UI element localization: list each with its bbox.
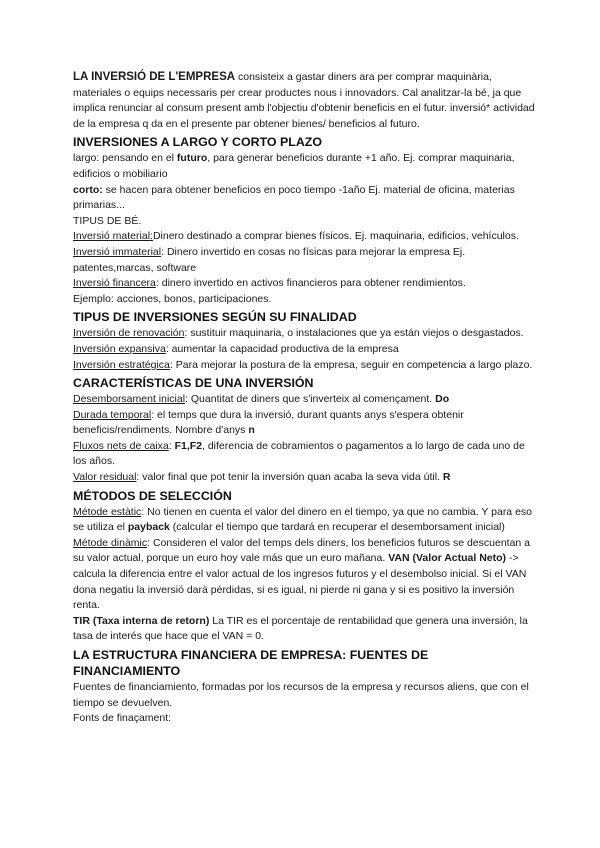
durada-symbol: n xyxy=(248,424,255,437)
paragraph-material xyxy=(73,229,535,245)
paragraph-dinamic xyxy=(73,536,535,614)
paragraph-tir xyxy=(73,614,535,645)
expansiva-term: Inversión expansiva xyxy=(73,342,166,355)
residual-text: : valor final que pot tenir la inversión quan acaba la seva vida útil. xyxy=(136,471,443,484)
tir-text: La TIR es el porcentaje de rentabilidad que genera una inversión, la tasa de interés que hace que el VAN = 0. xyxy=(73,614,528,643)
renovacion-text: : sustituir maquinaria, o instalaciones que ya están viejos o desgastados. xyxy=(184,327,524,340)
expansiva-text: : aumentar la capacidad productiva de la empresa xyxy=(165,342,399,355)
paragraph-expansiva xyxy=(73,342,535,358)
inmaterial-term: Inversió immaterial xyxy=(73,245,162,258)
durada-term: Durada temporal xyxy=(73,408,152,421)
fluxos-sep: : xyxy=(168,439,175,452)
paragraph-corto xyxy=(73,183,535,214)
fluxos-term: Fluxos nets de caixa xyxy=(73,439,169,452)
document-page xyxy=(73,70,535,727)
durada-text: : el temps que dura la inversió, durant quants anys s'espera obtenir beneficis/rendiments. Nombre d'anys xyxy=(73,408,464,437)
heading-estructura-financiera: LA ESTRUCTURA FINANCIERA DE EMPRESA: FUENTES DE FINANCIAMIENTO xyxy=(73,648,429,678)
financera-text: : dinero invertido en activos financieros para obtener rendimientos. xyxy=(155,277,466,290)
heading-caracteristicas: CARACTERÍSTICAS DE UNA INVERSIÓN xyxy=(73,376,314,391)
paragraph-estatic xyxy=(73,505,535,536)
intro-title: LA INVERSIÓ DE L'EMPRESA xyxy=(73,71,236,83)
paragraph-ejemplo: Ejemplo: acciones, bonos, participaciones. xyxy=(73,292,272,305)
heading-metodos: MÉTODOS DE SELECCIÓN xyxy=(73,488,232,503)
paragraph-renovacion xyxy=(73,326,535,342)
futuro-bold: futuro xyxy=(176,152,208,165)
residual-symbol: R xyxy=(442,471,451,484)
paragraph-desemborsament xyxy=(73,392,535,408)
fluxos-symbol: F1,F2 xyxy=(174,439,202,452)
paragraph-residual xyxy=(73,470,535,486)
paragraph-fonts: Fonts de finaçament: xyxy=(73,712,172,725)
material-term: Inversió material: xyxy=(73,230,153,243)
desemborsament-term: Desemborsament inicial xyxy=(73,393,186,406)
material-text: Dinero destinado a comprar bienes físicos. Ej. maquinaria, edificios, vehículos. xyxy=(152,230,519,243)
fluxos-text: , diferencia de cobramientos o pagamentos a lo largo de cada uno de los años. xyxy=(73,439,525,468)
largo-text: largo: pensando en el xyxy=(73,152,177,165)
paragraph-largo xyxy=(73,151,535,182)
paragraph-estrategica xyxy=(73,358,535,374)
tir-bold: TIR (Taxa interna de retorn) xyxy=(73,614,210,627)
estatic-text: : No tienen en cuenta el valor del dinero en el tiempo, ya que no cambia. Y para eso se utiliza el xyxy=(73,505,532,534)
paragraph-fuentes: Fuentes de financiamiento, formadas por los recursos de la empresa y recursos aliens, que con el tiempo se devuelven. xyxy=(73,681,529,709)
heading-largo-corto: INVERSIONES A LARGO Y CORTO PLAZO xyxy=(73,135,322,150)
intro-text: consisteix a gastar diners ara per comprar maquinària, materiales o equips necessaris per crear productes nous i innovadors. Cal analitzar-la bé, ja que implica renunciar al consum present amb l'objectiu d'obtenir beneficis en el futur. inversió* actividad de la empresa q da en el presente par obtener bienes/ beneficios al futuro. xyxy=(73,71,535,130)
inmaterial-text: : Dinero invertido en cosas no físicas para mejorar la empresa Ej. patentes,marcas, software xyxy=(73,245,466,274)
desemborsament-text: : Quantitat de diners que s'inverteix al començament. xyxy=(185,393,436,406)
desemborsament-symbol: Do xyxy=(435,393,450,406)
largo-rest: , para generar beneficios durante +1 año. Ej. comprar maquinaria, edificios o mobiliario xyxy=(73,152,515,180)
residual-term: Valor residual xyxy=(73,471,137,484)
paragraph-fluxos xyxy=(73,439,535,470)
paragraph-inmaterial xyxy=(73,245,535,276)
estrategica-text: : Para mejorar la postura de la empresa, seguir en competencia a largo plazo. xyxy=(169,358,533,371)
payback-bold: payback xyxy=(127,521,170,534)
paragraph-durada xyxy=(73,408,535,439)
estatic-rest: (calcular el tiempo que tardará en recuperar el desemborsament inicial) xyxy=(169,521,505,534)
van-bold: VAN (Valor Actual Neto) xyxy=(388,552,507,565)
dinamic-term: Métode dinàmic xyxy=(73,536,148,549)
estatic-term: Métode estàtic xyxy=(73,505,142,518)
intro-paragraph xyxy=(73,70,535,132)
financera-term: Inversió financera xyxy=(73,277,156,290)
paragraph-financera xyxy=(73,276,535,292)
dinamic-text: : Consideren el valor del temps dels diners, los beneficios futuros se descuentan a su valor actual, porque un euro hoy vale más que un euro mañana. xyxy=(73,536,531,565)
tipus-de-be: TIPUS DE BÉ. xyxy=(73,214,142,227)
heading-finalidad: TIPUS DE INVERSIONES SEGÚN SU FINALIDAD xyxy=(73,310,357,325)
dinamic-rest: -> calcula la diferencia entre el valor actual de los ingresos futuros y el desembolso inicial. Si el VAN dona negatiu la inversió darà pérdidas, si es igual, ni pierde ni gana y si es positivo la inversión renta. xyxy=(73,552,527,612)
corto-label: corto: xyxy=(73,183,103,196)
estrategica-term: Inversión estratégica xyxy=(73,358,170,371)
renovacion-term: Inversión de renovación xyxy=(73,327,185,340)
corto-text: se hacen para obtener beneficios en poco tiempo -1año Ej. material de oficina, materias primarias... xyxy=(73,183,515,212)
